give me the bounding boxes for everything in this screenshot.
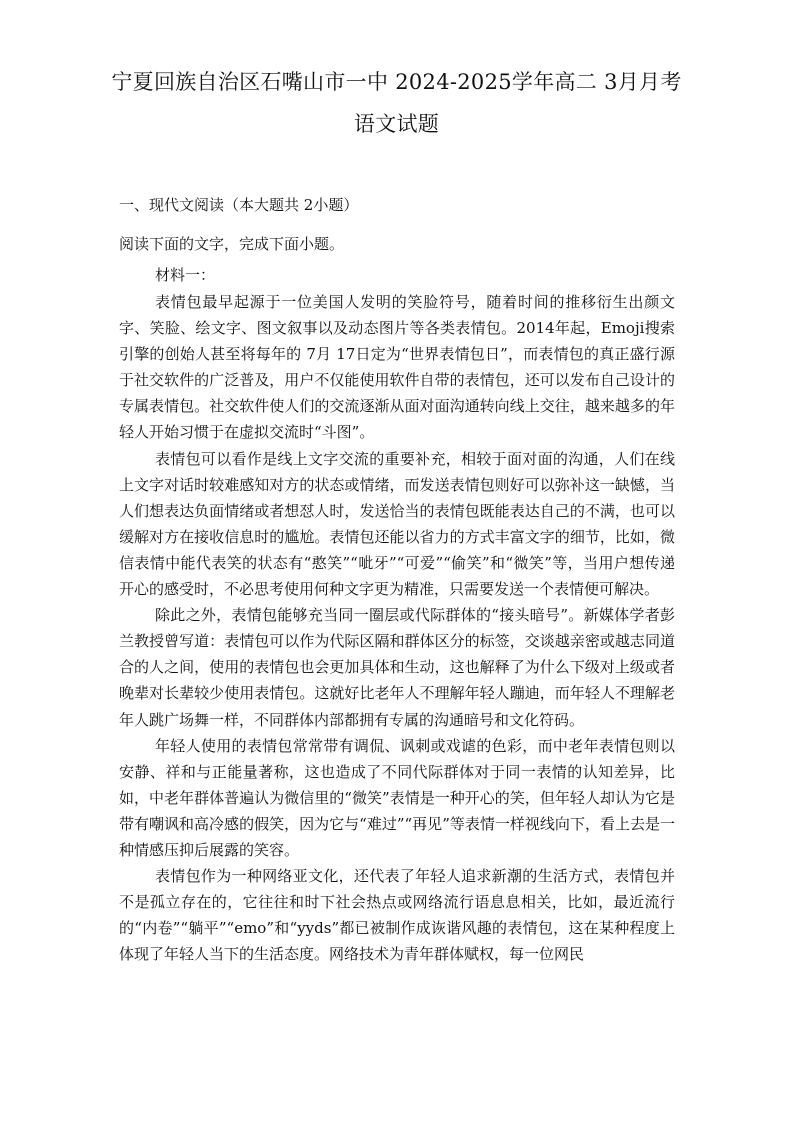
exam-title: 宁夏回族自治区石嘴山市一中 2024-2025学年高二 3月月考: [111, 70, 682, 94]
paragraph: 年轻人使用的表情包常常带有调侃、讽刺或戏谑的色彩，而中老年表情包则以安静、祥和与正能量著称，这也造成了不同代际群体对于同一表情的认知差异，比如，中老年群体普遍认为微信里的“微笑”表情是一种开心的笑，但年轻人却认为它是带有嘲讽和高冷感的假笑，因为它与“难过”“再见”等表情一样视线向下，看上去是一种情感压抑后展露的笑容。: [119, 736, 675, 859]
material-body: [119, 289, 675, 967]
paragraph: 表情包作为一种网络亚文化，还代表了年轻人追求新潮的生活方式，表情包并不是孤立存在的，它往往和时下社会热点或网络流行语息息相关，比如，最近流行的“内卷”“躺平”“emo”和“yyds”都已被制作成诙谐风趣的表情包，这在某种程度上体现了年轻人当下的生活态度。网络技术为青年群体赋权，每一位网民: [119, 867, 675, 964]
section-heading: 一、现代文阅读（本大题共 2小题）: [119, 196, 359, 214]
paragraph: 除此之外，表情包能够充当同一圈层或代际群体的“接头暗号”。新媒体学者彭兰教授曾写道：表情包可以作为代际区隔和群体区分的标签，交谈越亲密或越志同道合的人之间，使用的表情包也会更加具体和生动，这也解释了为什么下级对上级或者晚辈对长辈较少使用表情包。这就好比老年人不理解年轻人蹦迪，而年轻人不理解老年人跳广场舞一样，不同群体内部都拥有专属的沟通暗号和文化符码。: [119, 606, 675, 729]
exam-subtitle: 语文试题: [353, 112, 440, 136]
reading-instruction: 阅读下面的文字，完成下面小题。: [119, 235, 345, 253]
paragraph: 表情包最早起源于一位美国人发明的笑脸符号，随着时间的推移衍生出颜文字、笑脸、绘文字、图文叙事以及动态图片等各类表情包。2014年起，Emoji搜索引擎的创始人甚至将每年的 7月 17日定为“世界表情包日”，而表情包的真正盛行源于社交软件的广泛普及，用户不仅能使用软件自带的表情包，还可以发布自己设计的专属表情包。社交软件使人们的交流逐渐从面对面沟通转向线上交往，越来越多的年轻人开始习惯于在虚拟交流时“斗图”。: [119, 293, 675, 442]
paragraph: 表情包可以看作是线上文字交流的重要补充，相较于面对面的沟通，人们在线上文字对话时较难感知对方的状态或情绪，而发送表情包则好可以弥补这一缺憾，当人们想表达负面情绪或者想怼人时，发送恰当的表情包既能表达自己的不满，也可以缓解对方在接收信息时的尴尬。表情包还能以省力的方式丰富文字的细节，比如，微信表情中能代表笑的状态有“憨笑”“呲牙”“可爱”“偷笑”和“微笑”等，当用户想传递开心的感受时，不必思考使用何种文字更为精准，只需要发送一个表情便可解决。: [119, 449, 675, 599]
material-label: 材料一：: [155, 266, 216, 284]
